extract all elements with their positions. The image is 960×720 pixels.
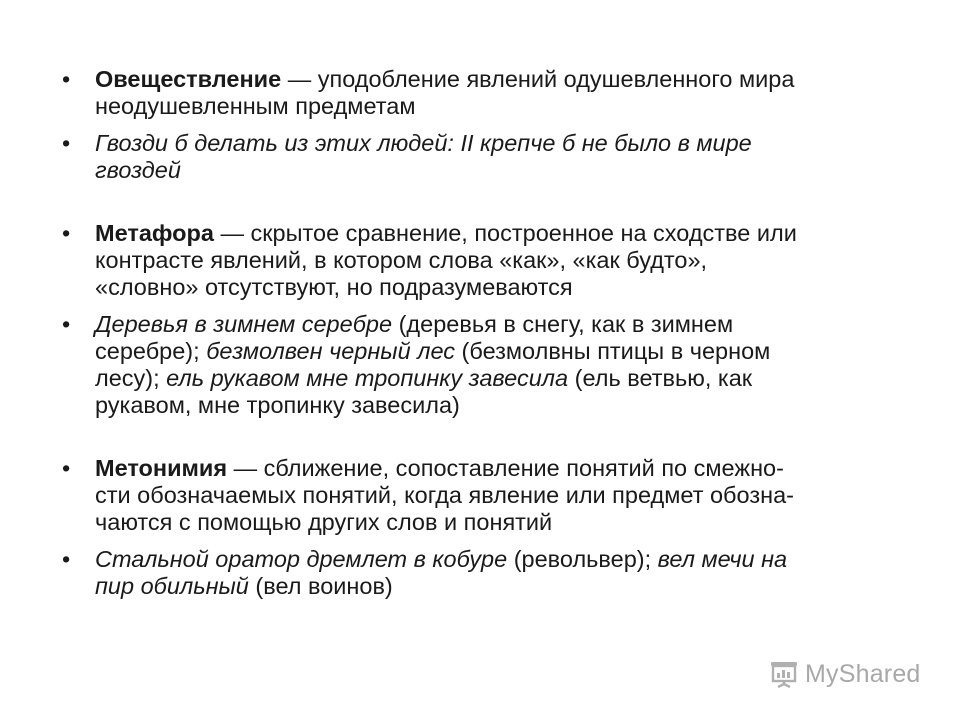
text-segment: (вел воинов) [248, 573, 393, 599]
bullet-line [95, 66, 902, 93]
bullet-line [95, 220, 902, 247]
bullet-line [95, 573, 902, 600]
text-segment: (деревья в снегу, как в зимнем [392, 311, 734, 337]
bullet-marker: • [62, 455, 71, 481]
bullet-line [95, 546, 902, 573]
bullet-list [62, 66, 902, 610]
term-bold: Метафора [95, 220, 214, 246]
example-italic: Гвозди б делать из этих людей: II крепче б не было в мире [95, 130, 752, 156]
bullet-line [95, 247, 902, 274]
bullet-line [95, 311, 902, 338]
bullet-marker: • [62, 220, 71, 246]
example-italic: пир обильный [95, 573, 249, 599]
example-italic: вел мечи на [657, 546, 788, 572]
bullet-metafora-example [62, 311, 902, 419]
bullet-marker: • [62, 130, 71, 156]
bullet-metafora-def [62, 220, 902, 301]
bullet-line [95, 365, 902, 392]
text-segment: «словно» отсутствуют, но подразумеваются [95, 274, 573, 300]
bullet-line [95, 130, 902, 157]
text-segment: серебре); [95, 338, 207, 364]
text-segment: чаются с помощью других слов и понятий [95, 509, 553, 535]
bullet-oveshchestvlenie-def [62, 66, 902, 120]
bullet-marker: • [62, 66, 71, 92]
text-segment: — сближение, сопоставление понятий по смежно- [227, 455, 784, 481]
text-segment: сти обозначаемых понятий, когда явление или предмет обозна- [95, 482, 794, 508]
text-segment: (револьвер); [507, 546, 658, 572]
term-bold: Овеществление [95, 66, 282, 92]
bullet-line [95, 455, 902, 482]
bullet-line [95, 509, 902, 536]
watermark-text: MyShared [805, 659, 921, 688]
bullet-line [95, 338, 902, 365]
bullet-marker: • [62, 311, 71, 337]
bullet-line [95, 93, 902, 120]
bullet-line [95, 482, 902, 509]
bullet-line [95, 392, 902, 419]
bullet-line [95, 274, 902, 301]
bullet-line [95, 157, 902, 184]
term-bold: Метонимия [95, 455, 228, 481]
example-italic: Стальной оратор дремлет в кобуре [95, 546, 508, 572]
text-segment: (ель ветвью, как [568, 365, 753, 391]
text-segment: рукавом, мне тропинку завесила) [95, 392, 460, 418]
text-segment: неодушевленным предметам [95, 93, 416, 119]
bullet-oveshchestvlenie-example [62, 130, 902, 184]
text-segment: контрасте явлений, в котором слова «как», «как будто», [95, 247, 708, 273]
bullet-metonimiya-example [62, 546, 902, 600]
example-italic: ель рукавом мне тропинку завесила [166, 365, 569, 391]
text-segment: (безмолвны птицы в черном [455, 338, 771, 364]
example-italic: гвоздей [95, 157, 181, 183]
example-italic: Деревья в зимнем серебре [95, 311, 393, 337]
watermark-logo [769, 655, 929, 693]
bullet-metonimiya-def [62, 455, 902, 536]
text-segment: — уподобление явлений одушевленного мира [281, 66, 795, 92]
text-segment: лесу); [95, 365, 167, 391]
example-italic: безмолвен черный лес [206, 338, 456, 364]
text-segment: — скрытое сравнение, построенное на сходстве или [213, 220, 797, 246]
bullet-marker: • [62, 546, 71, 572]
presentation-board-icon [769, 659, 799, 689]
